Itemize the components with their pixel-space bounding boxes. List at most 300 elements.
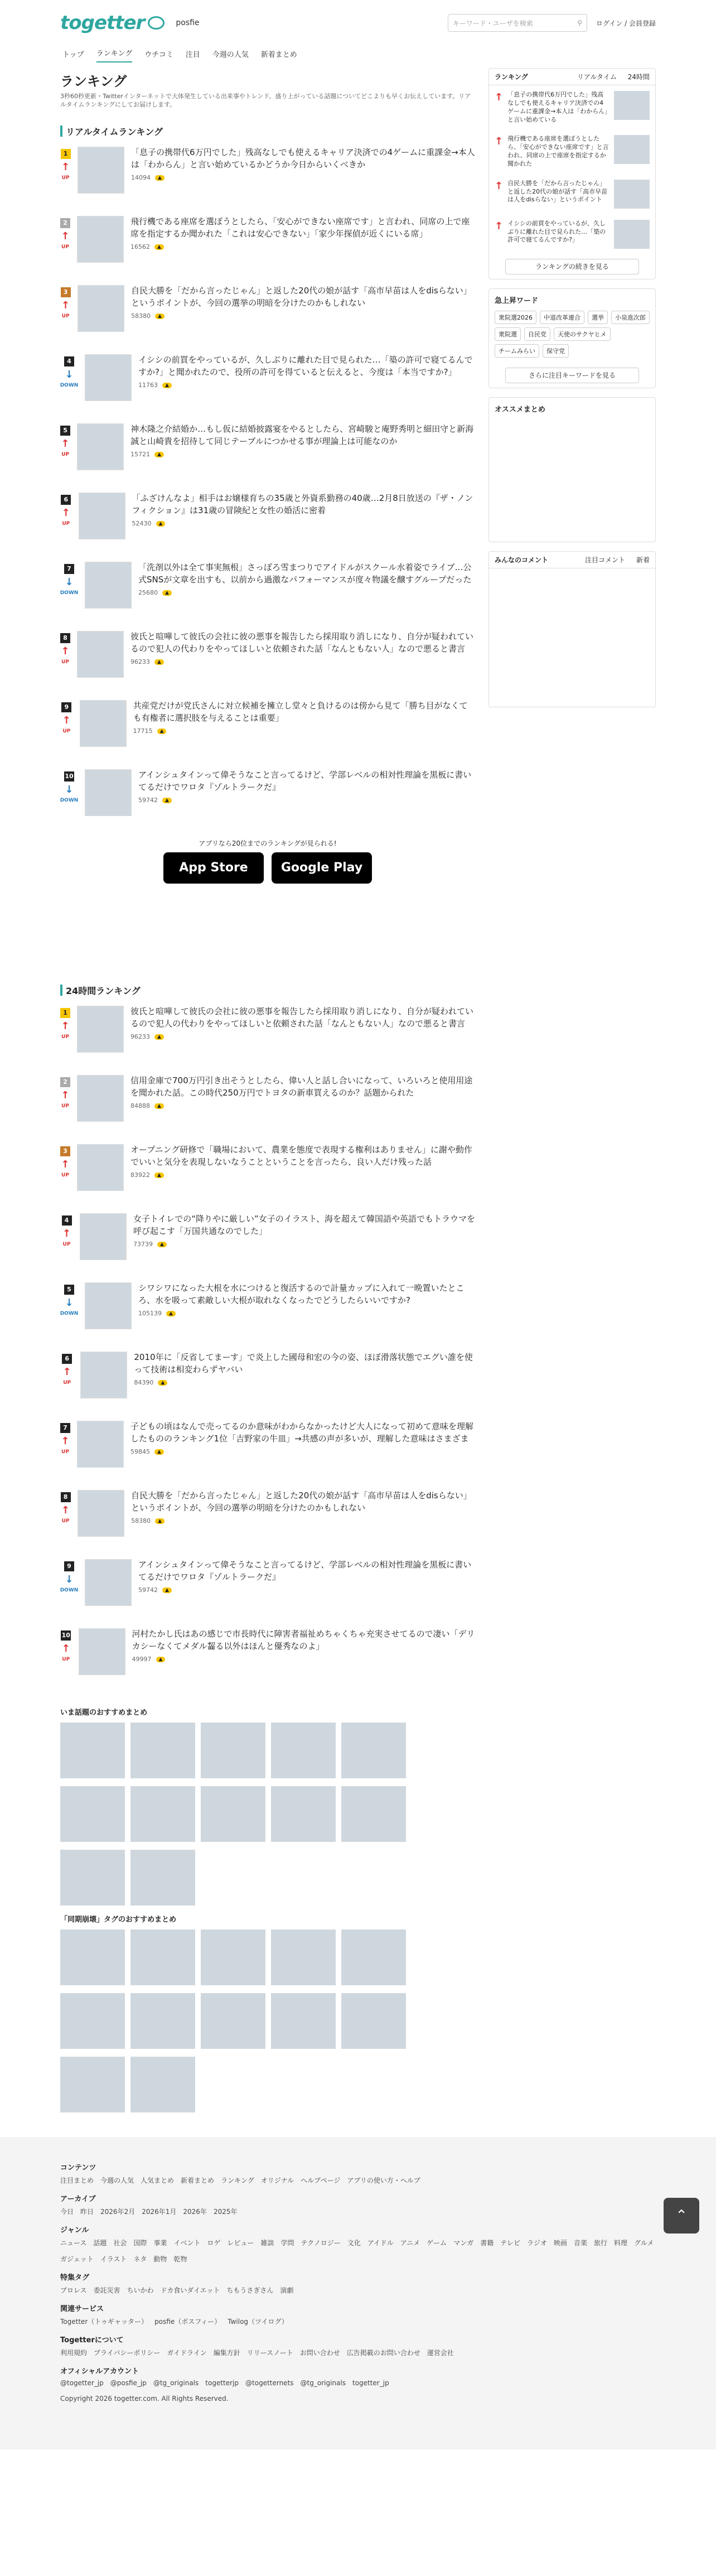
views-pill: ▲ xyxy=(155,313,165,319)
item-thumbnail[interactable] xyxy=(79,1628,125,1675)
item-thumbnail[interactable] xyxy=(77,1006,124,1053)
item-thumbnail[interactable] xyxy=(80,700,127,747)
side-item-title[interactable]: 自民大勝を「だから言ったじゃん」と返した20代の娘が話す「高市早苗は人をdisらない」というポイント xyxy=(507,179,608,204)
footer-link[interactable]: @togetter_jp xyxy=(60,2379,104,2387)
views-pill: ▲ xyxy=(162,1588,172,1593)
footer-link[interactable]: ロゲ xyxy=(207,2239,221,2247)
footer-link[interactable]: @togetternets xyxy=(245,2379,294,2387)
footer-link[interactable]: togetter_jp xyxy=(352,2379,389,2387)
recommend-thumbnail[interactable] xyxy=(271,1929,336,1985)
nav-uchikomi[interactable]: ウチコミ xyxy=(144,51,173,59)
keyword-chip[interactable]: 天使のサクヤヒメ xyxy=(554,327,611,341)
ranking-item[interactable] xyxy=(60,700,475,759)
footer-link[interactable]: 動物 xyxy=(153,2255,167,2263)
recommend-card[interactable] xyxy=(201,1993,265,2051)
recommend-thumbnail[interactable] xyxy=(60,1723,125,1778)
item-title[interactable]: 2010年に「反省してまーす」で炎上した國母和宏の今の姿、ほぼ滑落状態でエグい誰を使って技術は相変わらずヤバい xyxy=(134,1352,473,1374)
rank-column xyxy=(60,1006,70,1065)
recommend-thumbnail[interactable] xyxy=(341,1786,406,1842)
side-item-title[interactable]: イシシの前買をやっているが、久しぶりに離れた目で見られた…「築の許可で寝てるんですか?」 xyxy=(507,219,606,244)
rank-number: 6 xyxy=(62,1354,72,1364)
ranking-item[interactable] xyxy=(60,1490,475,1549)
item-body xyxy=(138,1559,475,1618)
view-count: 59845 xyxy=(130,1448,150,1456)
recommend-thumbnail[interactable] xyxy=(130,1850,195,1906)
footer-link[interactable]: ラジオ xyxy=(526,2239,547,2247)
footer-link[interactable]: 昨日 xyxy=(80,2207,94,2216)
side-ranking xyxy=(488,68,656,279)
recommend-card[interactable] xyxy=(201,1929,265,1988)
item-title[interactable]: 共産党だけが党氏さんに対立候補を擁立し堂々と負けるのは傍から見て「勝ち目がなくても有権者に選択肢を与えることは重要」 xyxy=(133,700,468,723)
item-body xyxy=(132,1628,475,1687)
view-count: 84888 xyxy=(130,1102,150,1110)
scroll-top-button[interactable] xyxy=(664,2198,699,2234)
item-thumbnail[interactable] xyxy=(85,354,132,401)
footer-link[interactable]: 話題 xyxy=(93,2239,107,2247)
recommend-card[interactable] xyxy=(271,1786,336,1844)
view-count: 96233 xyxy=(130,1033,150,1041)
side-ranking-item[interactable] xyxy=(489,85,655,129)
view-count: 14094 xyxy=(131,174,151,182)
chevron-up-icon: ⌃ xyxy=(675,2207,688,2224)
item-title[interactable]: 彼氏と喧嘩して彼氏の会社に彼の悪事を報告したら採用取り消しになり、自分が疑われているので犯人の代わりをやってほしいと依頼された話「なんともない人」なので悪ると書言 xyxy=(130,631,474,654)
rank-direction: UP xyxy=(62,520,70,527)
ranking-item[interactable] xyxy=(60,562,475,621)
footer-link[interactable]: ドカ食いダイエット xyxy=(160,2286,220,2294)
item-title[interactable]: 彼氏と喧嘩して彼氏の会社に彼の悪事を報告したら採用取り消しになり、自分が疑われているので犯人の代わりをやってほしいと依頼された話「なんともない人」なので悪ると書言 xyxy=(130,1006,474,1029)
recommend-card[interactable] xyxy=(341,1993,406,2051)
footer-link[interactable]: 映画 xyxy=(554,2239,568,2247)
ranking-item[interactable] xyxy=(60,1628,475,1687)
keyword-chip[interactable]: 選挙 xyxy=(588,311,608,324)
recommend-thumbnail[interactable] xyxy=(341,1723,406,1778)
nav-new[interactable]: 新着まとめ xyxy=(260,51,297,59)
ranking-item[interactable] xyxy=(60,1559,475,1618)
keyword-chip[interactable]: 小泉進次郎 xyxy=(611,311,650,324)
footer-link[interactable]: 書籍 xyxy=(480,2239,494,2247)
footer-about-title: Togetterについて xyxy=(60,2336,124,2345)
arrow-up-icon: ↑ xyxy=(61,1504,70,1516)
footer-link[interactable]: Togetter（トゥギャッター） xyxy=(60,2317,148,2326)
recommend-card[interactable] xyxy=(60,1993,125,2051)
ranking-item[interactable] xyxy=(60,423,475,483)
ranking-item[interactable] xyxy=(60,1421,475,1480)
arrow-up-icon: ↑ xyxy=(61,1435,70,1447)
nav-chumoku[interactable]: 注目 xyxy=(185,51,200,59)
footer-link[interactable]: posfie（ポスフィー） xyxy=(154,2317,221,2326)
keyword-chip[interactable]: 衆院選 xyxy=(495,327,521,341)
footer-link[interactable]: 音楽 xyxy=(574,2239,588,2247)
footer-link[interactable]: アイドル xyxy=(367,2239,394,2247)
recommend-thumbnail[interactable] xyxy=(201,1929,265,1985)
realtime-list xyxy=(60,147,475,828)
ranking-item[interactable] xyxy=(60,631,475,690)
footer-link[interactable]: テレビ xyxy=(500,2239,520,2247)
recommend-card[interactable] xyxy=(60,1786,125,1844)
arrow-up-icon: ↑ xyxy=(61,1642,70,1654)
item-body xyxy=(138,562,475,621)
ranking-item[interactable] xyxy=(60,1282,475,1342)
ranking-more-button[interactable]: ランキングの続きを見る xyxy=(505,259,639,274)
view-count: 17715 xyxy=(133,727,153,735)
recommend-thumbnail[interactable] xyxy=(130,1929,195,1985)
search-input[interactable] xyxy=(448,14,587,32)
footer-link[interactable]: 今日 xyxy=(60,2207,74,2216)
ranking-item[interactable] xyxy=(60,769,475,828)
appstore-badge[interactable]: App Store xyxy=(163,852,264,884)
side-keywords xyxy=(488,288,656,388)
item-meta xyxy=(130,243,475,250)
views-pill: ▲ xyxy=(155,1518,165,1524)
view-count: 49997 xyxy=(132,1656,152,1663)
footer-link[interactable]: ガジェット xyxy=(60,2255,94,2263)
rank-number: 4 xyxy=(62,1215,72,1226)
footer-link[interactable]: オリジナル xyxy=(260,2176,294,2184)
item-thumbnail[interactable] xyxy=(77,631,124,678)
tab-new-comments[interactable]: 新着 xyxy=(636,556,650,564)
recommend-thumbnail[interactable] xyxy=(201,1786,265,1842)
tab-hot-comments[interactable]: 注目コメント xyxy=(584,556,625,564)
footer-link[interactable]: ちもうさぎさん xyxy=(226,2286,274,2294)
recommend-card[interactable] xyxy=(60,1723,125,1781)
recommend-thumbnail[interactable] xyxy=(341,1929,406,1985)
recommend-card[interactable] xyxy=(271,1929,336,1988)
search-icon[interactable]: ⚲ xyxy=(577,19,582,27)
side-item-title[interactable]: 「息子の携帯代6万円でした」残高なしでも使えるキャリア決済での4ゲームに重課金→本人は「わからん」と言い始めている xyxy=(507,91,608,123)
arrow-up-icon: ↑ xyxy=(61,230,70,242)
item-title[interactable]: イシシの前買をやっているが、久しぶりに離れた目で見られた…「築の許可で寝てるんですか?」と聞かれたので、役所の許可を得ていると伝えると、今度は「本当ですか?」 xyxy=(138,354,473,377)
recommend-card[interactable] xyxy=(271,1993,336,2051)
keywords-more-button[interactable]: さらに注目キーワードを見る xyxy=(505,368,639,383)
footer-link[interactable]: 2026年1月 xyxy=(142,2207,177,2216)
footer-link[interactable]: リリースノート xyxy=(246,2348,293,2357)
side-ranking-item[interactable] xyxy=(489,129,655,173)
item-thumbnail[interactable] xyxy=(78,285,124,332)
item-meta xyxy=(132,520,475,527)
footer-genre-title: ジャンル xyxy=(60,2226,89,2235)
item-thumbnail[interactable] xyxy=(85,1559,132,1606)
footer-link[interactable]: togetterjp xyxy=(205,2379,239,2387)
rank-number: 9 xyxy=(64,1561,74,1571)
rank-direction: UP xyxy=(62,1656,70,1662)
item-title[interactable]: 自民大勝を「だから言ったじゃん」と返した20代の娘が話す「高市早苗は人をdisらない」というポイントが、今回の選挙の明暗を分けたのかもしれない xyxy=(131,1490,472,1513)
ranking-item[interactable] xyxy=(60,147,475,206)
footer-link[interactable]: 新着まとめ xyxy=(181,2176,215,2184)
view-count: 59742 xyxy=(138,797,158,804)
footer-link[interactable]: 演劇 xyxy=(280,2286,294,2294)
footer-link[interactable]: @posfie_jp xyxy=(110,2379,147,2387)
recommend-thumbnail[interactable] xyxy=(130,1723,195,1778)
footer-link[interactable]: ゲーム xyxy=(427,2239,447,2247)
item-thumbnail[interactable] xyxy=(77,1144,124,1191)
rank-direction: DOWN xyxy=(60,382,79,388)
recommend-thumbnail[interactable] xyxy=(201,1993,265,2049)
recommend-card[interactable] xyxy=(60,1929,125,1988)
view-count: 58380 xyxy=(131,312,151,320)
footer-link[interactable]: @tg_originals xyxy=(300,2379,346,2387)
recommend-thumbnail[interactable] xyxy=(60,1993,125,2049)
recommend-thumbnail[interactable] xyxy=(130,1993,195,2049)
item-thumbnail[interactable] xyxy=(78,147,124,194)
recommend-card[interactable] xyxy=(201,1723,265,1781)
view-count: 96233 xyxy=(130,658,150,666)
item-meta xyxy=(133,1241,475,1248)
footer-link[interactable]: お問い合わせ xyxy=(299,2348,340,2357)
footer-link[interactable]: イラスト xyxy=(100,2255,127,2263)
daily-heading-text: 24時間ランキング xyxy=(66,985,141,996)
footer-link[interactable]: プライバシーポリシー xyxy=(94,2348,161,2357)
footer-link[interactable]: レビュー xyxy=(227,2239,254,2247)
item-meta xyxy=(138,797,475,804)
footer-link[interactable]: 乾物 xyxy=(173,2255,187,2263)
item-thumbnail[interactable] xyxy=(80,1213,127,1260)
item-title[interactable]: アインシュタインって偉そうなこと言ってるけど、学部レベルの相対性理論を黒板に書いてるだけでワロタ『ゾルトラークだ』 xyxy=(138,1559,472,1582)
footer-link[interactable]: ランキング xyxy=(221,2176,254,2184)
rank-column xyxy=(60,562,78,621)
tab-realtime[interactable]: リアルタイム xyxy=(577,73,617,81)
item-title[interactable]: 「息子の携帯代6万円でした」残高なしでも使えるキャリア決済での4ゲームに重課金→本人は「わからん」と言い始めているかどうか今日からいくべきか xyxy=(131,147,475,170)
footer-link[interactable]: @tg_originals xyxy=(153,2379,199,2387)
recommend-thumbnail[interactable] xyxy=(271,1993,336,2049)
item-thumbnail[interactable] xyxy=(77,216,124,263)
togetter-logo[interactable] xyxy=(60,12,165,34)
footer-link[interactable]: ちいかわ xyxy=(127,2286,154,2294)
item-body xyxy=(134,1352,475,1411)
footer-link[interactable]: 注目まとめ xyxy=(60,2176,94,2184)
item-title[interactable]: アインシュタインって偉そうなこと言ってるけど、学部レベルの相対性理論を黒板に書いてるだけでワロタ『ゾルトラークだ』 xyxy=(138,769,472,792)
views-pill: ▲ xyxy=(157,729,167,734)
recommend-thumbnail[interactable] xyxy=(341,1993,406,2049)
recommend-card[interactable] xyxy=(130,1929,195,1988)
recommend-card[interactable] xyxy=(130,1786,195,1844)
views-pill: ▲ xyxy=(154,452,164,457)
item-thumbnail[interactable] xyxy=(77,1421,124,1468)
recommend-title-2: 「同期崩壊」タグのおすすめまとめ xyxy=(60,1915,177,1924)
footer-link[interactable]: 旅行 xyxy=(594,2239,608,2247)
nav-weekly[interactable]: 今週の人気 xyxy=(212,51,249,59)
side-item-title[interactable]: 飛行機である座席を選ぼうとしたら、「安心ができない座席です」と言われ、同席の上で座席を指定するか聞かれた xyxy=(507,135,609,167)
ranking-item[interactable] xyxy=(60,1144,475,1203)
nav-ranking[interactable]: ランキング xyxy=(96,47,133,62)
rank-number: 6 xyxy=(61,495,71,505)
footer-link[interactable]: 国際 xyxy=(133,2239,147,2247)
item-title[interactable]: 「ふざけんなよ」相手はお嬢様育ちの35歳と外資系勤務の40歳…2月8日放送の『ザ・ノンフィクション』は31歳の冒険紀と女性の婚活に密着 xyxy=(132,493,473,515)
footer-link[interactable]: 広告掲載のお問い合わせ xyxy=(346,2348,420,2357)
item-thumbnail[interactable] xyxy=(77,1075,124,1122)
recommend-card[interactable] xyxy=(341,1786,406,1844)
item-body xyxy=(138,769,475,828)
views-pill: ▲ xyxy=(156,521,166,527)
footer-link[interactable]: 委託災害 xyxy=(93,2286,120,2294)
item-title[interactable]: 「洗剤以外は全て事実無根」さっぽろ雪まつりでアイドルがスクール水着姿でライブ…公式SNSが文章を出すも、以前から過激なパフォーマンスが度々物議を醸すグループだった xyxy=(138,562,472,585)
footer-link[interactable]: 学問 xyxy=(280,2239,294,2247)
arrow-up-icon: ↑ xyxy=(61,506,70,519)
recommend-thumbnail[interactable] xyxy=(201,1723,265,1778)
views-pill: ▲ xyxy=(162,590,172,596)
recommend-card[interactable] xyxy=(130,1723,195,1781)
views-pill: ▲ xyxy=(154,244,164,250)
footer-link[interactable]: 社会 xyxy=(113,2239,127,2247)
footer-link[interactable]: グルメ xyxy=(634,2239,654,2247)
views-pill: ▲ xyxy=(166,1311,176,1316)
item-thumbnail[interactable] xyxy=(85,1282,132,1329)
nav-top[interactable]: トップ xyxy=(62,51,84,59)
posfie-link[interactable]: posfie xyxy=(176,18,200,27)
login-link[interactable]: ログイン / 会員登録 xyxy=(596,19,656,27)
footer-link[interactable]: 文化 xyxy=(347,2239,361,2247)
logo-text: togetter xyxy=(60,12,145,34)
item-thumbnail[interactable] xyxy=(77,423,124,470)
item-title[interactable]: 信用金庫で700万円引き出そうとしたら、偉い人と話し合いになって、いろいろと使用用途を聞かれた話。この時代250万円でトヨタの新車買えるのか？話題かられた xyxy=(130,1075,473,1098)
footer-link[interactable]: アニメ xyxy=(400,2239,420,2247)
footer-link[interactable]: プロレス xyxy=(60,2286,87,2294)
footer-link[interactable]: マンガ xyxy=(453,2239,474,2247)
rank-column xyxy=(60,769,78,828)
arrow-up-icon: ↑ xyxy=(61,161,70,173)
ranking-item[interactable] xyxy=(60,493,475,552)
ranking-item[interactable] xyxy=(60,1075,475,1134)
daily-list xyxy=(60,1006,475,1687)
recommend-thumbnail[interactable] xyxy=(130,2057,195,2112)
rank-number: 1 xyxy=(61,149,71,159)
rank-column xyxy=(60,285,71,344)
item-thumbnail[interactable] xyxy=(78,1490,124,1537)
recommend-thumbnail[interactable] xyxy=(130,1786,195,1842)
realtime-heading xyxy=(60,125,475,138)
recommend-thumbnail[interactable] xyxy=(271,1786,336,1842)
footer-link[interactable]: 運営会社 xyxy=(427,2348,454,2357)
keyword-chip[interactable]: 衆院選2026 xyxy=(495,311,536,324)
rank-column xyxy=(60,147,71,206)
item-title[interactable]: 飛行機である座席を選ぼうとしたら、「安心ができない座席です」と言われ、同席の上で座席を指定するか聞かれた「これは安心できない」「家少年探偵が近くにいる席」 xyxy=(130,216,470,239)
ranking-item[interactable] xyxy=(60,1352,475,1411)
recommend-card[interactable] xyxy=(130,1993,195,2051)
recommend-thumbnail[interactable] xyxy=(60,1850,125,1906)
rank-direction: UP xyxy=(62,1241,71,1247)
recommend-card[interactable] xyxy=(201,1786,265,1844)
rank-number: 5 xyxy=(64,1285,74,1295)
item-title[interactable]: 自民大勝を「だから言ったじゃん」と返した20代の娘が話す「高市早苗は人をdisらない」というポイントが、今回の選挙の明暗を分けたのかもしれない xyxy=(131,285,472,308)
recommend-card[interactable] xyxy=(341,1929,406,1988)
item-title[interactable]: オープニング研修で「職場において、農業を態度で表現する権利はありません」に謝や動作でいいと気分を表現しないなうことということを言ったら、良い人だけ残った話 xyxy=(130,1144,472,1167)
item-title[interactable]: 河村たかし氏はあの感じで市長時代に障害者福祉めちゃくちゃ充実させてるので凄い「デリカシーなくてメダル齧る以外はほんと優秀なのよ」 xyxy=(132,1628,475,1651)
keyword-chip[interactable]: 保守党 xyxy=(543,344,569,358)
recommend-card[interactable] xyxy=(130,2057,195,2115)
item-thumbnail[interactable] xyxy=(85,769,132,816)
arrow-up-icon: ↑ xyxy=(61,299,70,311)
views-pill: ▲ xyxy=(154,1173,164,1178)
footer-link[interactable]: 事業 xyxy=(153,2239,167,2247)
footer-link[interactable]: ガイドライン xyxy=(167,2348,207,2357)
item-thumbnail[interactable] xyxy=(80,1352,127,1398)
footer-link[interactable]: ネタ xyxy=(133,2255,147,2263)
item-meta xyxy=(130,1033,475,1040)
ranking-item[interactable] xyxy=(60,216,475,275)
rank-column xyxy=(60,1421,70,1480)
view-count: 84390 xyxy=(134,1379,154,1387)
keyword-chip[interactable]: 自民党 xyxy=(524,327,550,341)
item-title[interactable]: 子どもの頃はなんで売ってるのか意味がわからなかったけど大人になって初めて意味を理解したもののランキング1位「吉野家の牛皿」→共感の声が多いが、理解した意味はさまざま xyxy=(130,1421,474,1444)
footer-link[interactable]: ヘルプページ xyxy=(301,2176,341,2184)
footer-link[interactable]: 2026年 xyxy=(183,2207,207,2216)
rank-number: 2 xyxy=(60,1077,70,1087)
rank-number: 8 xyxy=(60,633,70,643)
recommend-card[interactable] xyxy=(60,1850,125,1908)
rank-number: 4 xyxy=(64,356,74,366)
item-title[interactable]: 神木隆之介結婚か…もし仮に結婚披露宴をやるとしたら、宮崎駿と庵野秀明と細田守と新海誠と山崎貴を招待して同じテーブルにつかせる事が理論上は可能なのか xyxy=(130,423,474,446)
views-pill: ▲ xyxy=(157,1242,167,1247)
item-title[interactable]: シワシワになった大根を水につけると復活するので計量カップに入れて一晩置いたところ、水を吸って素敵しい大根が取れなくなったでどうしたらいいですか? xyxy=(138,1282,465,1305)
ranking-item[interactable] xyxy=(60,1006,475,1065)
item-title[interactable]: 女子トイレでの“降りやに厳しい”女子のイラスト、海を超えて韓国語や英語でもトラウマを呼び起こす「万国共通なのでした」 xyxy=(133,1213,475,1236)
page-lead: 3秒60秒更新・Twitterインターネットで大体発生している出来事やトレンド。盛り上がっている話題についてどこよりも早くお伝えしています。リアルタイムランキングにしてお届けします。 xyxy=(60,93,471,109)
logo-bubble-icon xyxy=(148,16,165,30)
rank-direction: UP xyxy=(63,1379,71,1386)
recommend-thumbnail[interactable] xyxy=(271,1723,336,1778)
heading-bar xyxy=(60,985,62,996)
keyword-chip[interactable]: 中道改革連合 xyxy=(540,311,584,324)
recommend-card[interactable] xyxy=(60,2057,125,2115)
footer-link[interactable]: 料理 xyxy=(614,2239,628,2247)
footer xyxy=(0,2137,716,2449)
footer-link[interactable]: 2025年 xyxy=(213,2207,238,2216)
recommend-card[interactable] xyxy=(271,1723,336,1781)
keyword-chip[interactable]: チームみらい xyxy=(495,344,539,358)
arrow-up-icon: ↑ xyxy=(61,1020,70,1032)
rank-column xyxy=(60,423,70,483)
rank-number: 5 xyxy=(60,426,70,436)
footer-official-title: オフィシャルアカウント xyxy=(60,2367,139,2376)
realtime-heading-text: リアルタイムランキング xyxy=(66,126,163,137)
rank-number: 7 xyxy=(64,564,74,574)
footer-link[interactable]: アプリの使い方・ヘルプ xyxy=(347,2176,420,2184)
recommend-thumbnail[interactable] xyxy=(60,2057,125,2112)
recommend-thumbnail[interactable] xyxy=(60,1786,125,1842)
footer-related-title: 関連サービス xyxy=(60,2304,104,2313)
rank-direction: UP xyxy=(61,313,70,319)
footer-link[interactable]: 利用規約 xyxy=(60,2348,88,2357)
footer-link[interactable]: テクノロジー xyxy=(301,2239,341,2247)
ranking-item[interactable] xyxy=(60,354,475,413)
ranking-item[interactable] xyxy=(60,1213,475,1272)
rank-direction: UP xyxy=(61,451,69,457)
page-title: ランキング xyxy=(60,74,127,89)
footer-link[interactable]: 今週の人気 xyxy=(100,2176,134,2184)
ranking-item[interactable] xyxy=(60,285,475,344)
footer-link[interactable]: イベント xyxy=(173,2239,201,2247)
recommend-thumbnail[interactable] xyxy=(60,1929,125,1985)
footer-link[interactable]: 人気まとめ xyxy=(141,2176,175,2184)
footer-link[interactable]: 2026年2月 xyxy=(100,2207,136,2216)
item-meta xyxy=(130,1171,475,1179)
recommend-card[interactable] xyxy=(341,1723,406,1781)
recommend-card[interactable] xyxy=(130,1850,195,1908)
footer-link[interactable]: ニュース xyxy=(60,2239,87,2247)
side-ranking-item[interactable] xyxy=(489,214,655,254)
item-meta xyxy=(130,1448,475,1455)
tab-24h[interactable]: 24時間 xyxy=(627,73,650,81)
side-comments xyxy=(488,551,656,707)
footer-link[interactable]: 雑談 xyxy=(260,2239,274,2247)
footer-link[interactable]: Twilog（ツイログ） xyxy=(228,2317,288,2326)
item-thumbnail[interactable] xyxy=(79,493,125,539)
view-count: 25680 xyxy=(138,589,158,597)
rank-number: 3 xyxy=(60,1146,70,1156)
footer-link[interactable]: 編集方針 xyxy=(213,2348,240,2357)
item-thumbnail[interactable] xyxy=(85,562,132,609)
side-ranking-item[interactable] xyxy=(489,174,655,214)
googleplay-badge[interactable]: Google Play xyxy=(272,852,372,884)
